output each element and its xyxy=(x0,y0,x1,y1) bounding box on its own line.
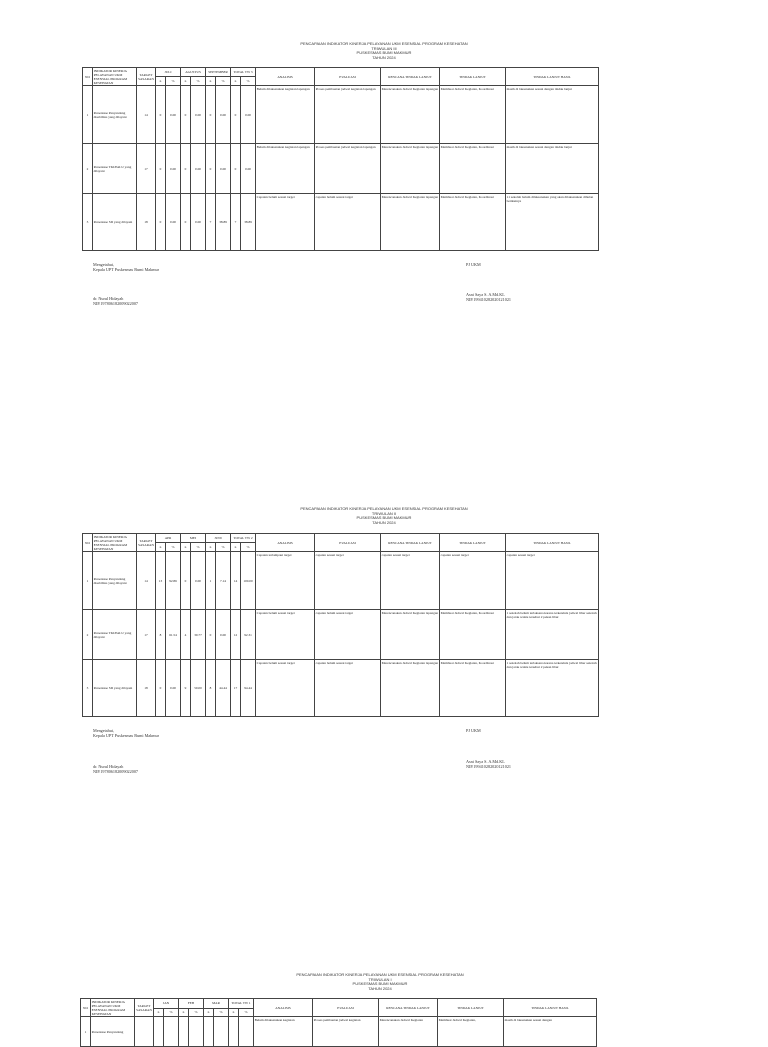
cell-value xyxy=(179,1017,189,1047)
signature-right-name xyxy=(466,292,511,302)
cell-plan: Merencanakan Jadwal Kegiatan lapangan xyxy=(381,660,440,717)
sub-n: n xyxy=(206,543,216,552)
cell-value: 8 xyxy=(156,610,166,660)
cell-value: 94.44 xyxy=(241,660,256,717)
sub-pct: % xyxy=(216,77,231,86)
cell-value: 0 xyxy=(206,86,216,144)
sub-n: n xyxy=(156,77,166,86)
signature-right-name xyxy=(466,759,511,769)
signature-left-name xyxy=(93,296,138,306)
cell-result: masih di laksanakan sesuai dengan tindak lanjut xyxy=(506,86,599,144)
signature-right xyxy=(466,728,481,733)
cell-indicator: Persentase SD yang dilayani xyxy=(93,194,137,251)
cell-value: 0.00 xyxy=(166,660,181,717)
title-line: TRIWULAN III xyxy=(371,45,397,51)
cell-target: 14 xyxy=(137,86,156,144)
col-indicator: INDIKATOR KINERJA PELAYANAN UKM ESENSIAL PROGRAM KESEHATAN xyxy=(91,999,135,1017)
cell-value: 0 xyxy=(156,194,166,251)
col-indicator: INDIKATOR KINERJA PELAYANAN UKM ESENSIAL PROGRAM KESEHATAN xyxy=(93,534,137,552)
cell-indicator: Persentase TKI/PALU yang dilayani xyxy=(93,144,137,194)
table-row xyxy=(81,1017,597,1047)
cell-value: 38.89 xyxy=(241,194,256,251)
col-plan: RENCANA TINDAK LANJUT xyxy=(381,68,440,86)
title-line: TAHUN 2024 xyxy=(372,54,396,60)
signature-right xyxy=(466,262,481,267)
cell-no: 1 xyxy=(83,552,93,610)
cell-evaluation: capaian belum sesuai target xyxy=(315,610,381,660)
cell-followup: Membuat Jadwal Kegiatan, Koordinasi xyxy=(440,610,506,660)
sig-line: Mengetahui, xyxy=(93,262,115,267)
sig-nip: NIP.199410282020121021 xyxy=(466,764,512,770)
cell-analysis: Belum dilaksanakan kegiatan lapangan xyxy=(256,144,315,194)
col-result: TINDAK LANJUT HASIL xyxy=(506,534,599,552)
cell-no: 1 xyxy=(83,86,93,144)
col-no: NO xyxy=(83,534,93,552)
cell-value xyxy=(229,1017,239,1047)
cell-result: 1 sekolah belum terlaksana karena terkendala jadwal libur sekolah dan jarak waktu tersebut 2 pekan libur xyxy=(506,610,599,660)
title-line: TAHUN 2024 xyxy=(368,985,392,991)
cell-value: 92.31 xyxy=(241,610,256,660)
title-line: PUSKESMAS BUMI MAKMUR xyxy=(352,981,408,986)
cell-evaluation: Proses pembuatan jadwal kegiatan lapangan xyxy=(315,144,381,194)
cell-target: 18 xyxy=(137,660,156,717)
cell-evaluation: Proses pembuatan jadwal kegiatan xyxy=(313,1017,379,1047)
cell-result: masih di laksanakan sesuai dengan tindak lanjut xyxy=(506,144,599,194)
cell-no: 1 xyxy=(81,1017,91,1047)
cell-value: 0.00 xyxy=(216,86,231,144)
indicator-table xyxy=(80,998,597,1047)
col-followup: TINDAK LANJUT xyxy=(438,999,504,1017)
cell-value: 30.77 xyxy=(191,610,206,660)
cell-value: 38.89 xyxy=(216,194,231,251)
sub-n: n xyxy=(229,1008,239,1017)
col-month: APR xyxy=(156,534,181,543)
sub-pct: % xyxy=(191,77,206,86)
col-analysis: ANALISIS xyxy=(254,999,313,1017)
cell-evaluation: Proses pembuatan jadwal kegiatan lapangan xyxy=(315,86,381,144)
cell-value xyxy=(164,1017,179,1047)
cell-plan: capaian sesuai target xyxy=(381,552,440,610)
col-target: TARGET SASARAN xyxy=(137,68,156,86)
sub-pct: % xyxy=(214,1008,229,1017)
cell-value: 0.00 xyxy=(166,86,181,144)
cell-analysis: Capaian terlampaui target xyxy=(256,552,315,610)
title-line: TRIWULAN II xyxy=(371,510,397,516)
col-total: TOTAL TW 1 xyxy=(229,999,254,1009)
col-followup: TINDAK LANJUT xyxy=(440,68,506,86)
cell-value: 0.00 xyxy=(241,86,256,144)
title-line: PUSKESMAS BUMI MAKMUR xyxy=(356,50,412,55)
cell-indicator: Persentase SD yang dilayani xyxy=(93,660,137,717)
sub-pct: % xyxy=(164,1008,179,1017)
cell-followup: capaian sesuai target xyxy=(440,552,506,610)
col-total: TOTAL TW 2 xyxy=(231,534,256,543)
col-followup: TINDAK LANJUT xyxy=(440,534,506,552)
col-plan: RENCANA TINDAK LANJUT xyxy=(379,999,438,1017)
col-result: TINDAK LANJUT HASIL xyxy=(506,68,599,86)
col-month: SEPTEMBER xyxy=(206,68,231,77)
sig-title: PJ UKM xyxy=(466,728,481,733)
col-no: NO xyxy=(81,999,91,1017)
cell-plan: Merencanakan Jadwal Kegiatan lapangan xyxy=(381,86,440,144)
cell-target: 14 xyxy=(137,552,156,610)
cell-value: 7 xyxy=(206,194,216,251)
cell-value: 0.00 xyxy=(241,144,256,194)
cell-value xyxy=(154,1017,164,1047)
cell-result: capaian sesuai target xyxy=(506,552,599,610)
signature-left-name xyxy=(93,764,138,774)
cell-value: 0 xyxy=(181,144,191,194)
title-line: PENCAPAIAN INDIKATOR KINERJA PELAYANAN UKM ESENSIAL PROGRAM KESEHATAN xyxy=(300,41,468,46)
sig-name: Asni Saya S. A.Md.KL xyxy=(466,292,505,297)
sub-n: n xyxy=(154,1008,164,1017)
col-month: JUNI xyxy=(206,534,231,543)
table-row xyxy=(83,86,599,144)
cell-value: 8 xyxy=(206,660,216,717)
cell-followup: Membuat Jadwal Kegiatan, Koordinasi xyxy=(440,144,506,194)
col-analysis: ANALISIS xyxy=(256,534,315,552)
signature-left xyxy=(93,728,159,738)
cell-value: 44.44 xyxy=(216,660,231,717)
cell-value: 14 xyxy=(231,552,241,610)
cell-indicator: Persentase Penyandang disabilitas yang dilayani xyxy=(93,552,137,610)
signature-left xyxy=(93,262,159,272)
col-month: FEB xyxy=(179,999,204,1009)
cell-analysis: Belum dilaksanakan kegiatan lapangan xyxy=(256,86,315,144)
col-result: TINDAK LANJUT HASIL xyxy=(504,999,597,1017)
cell-value: 0.00 xyxy=(191,86,206,144)
cell-evaluation: capaian belum sesuai target xyxy=(315,194,381,251)
sub-pct: % xyxy=(241,77,256,86)
cell-value: 0.00 xyxy=(216,144,231,194)
cell-followup: Membuat Jadwal Kegiatan, Koordinasi xyxy=(440,660,506,717)
cell-evaluation: capaian belum sesuai target xyxy=(315,660,381,717)
cell-value xyxy=(189,1017,204,1047)
col-month: MAR xyxy=(204,999,229,1009)
sub-pct: % xyxy=(166,77,181,86)
table-row xyxy=(83,660,599,717)
sub-pct: % xyxy=(216,543,231,552)
table-row xyxy=(83,610,599,660)
sig-nip: NIP.197806182009022007 xyxy=(93,769,139,775)
col-month: MEI xyxy=(181,534,206,543)
col-target: TARGET SASARAN xyxy=(137,534,156,552)
cell-plan: Merencanakan Jadwal Kegiatan lapangan xyxy=(381,194,440,251)
cell-target: 18 xyxy=(137,194,156,251)
cell-value: 0.00 xyxy=(191,194,206,251)
col-evaluation: EVALUASI xyxy=(315,534,381,552)
cell-value: 92.86 xyxy=(166,552,181,610)
cell-value: 50.00 xyxy=(191,660,206,717)
cell-value: 0 xyxy=(231,86,241,144)
cell-value: 1 xyxy=(206,552,216,610)
cell-value: 0 xyxy=(231,144,241,194)
cell-result: masih di laksanakan sesuai dengan xyxy=(504,1017,597,1047)
sub-pct: % xyxy=(241,543,256,552)
sig-name: dr. Nurul Hidayah xyxy=(93,764,124,769)
cell-result: 1 sekolah belum terlaksana karena terkendala jadwal libur sekolah dan jarak waktu tersebut 2 pekan libur xyxy=(506,660,599,717)
cell-no: 3 xyxy=(83,660,93,717)
report-title xyxy=(0,42,768,60)
cell-value: 0 xyxy=(181,86,191,144)
sub-n: n xyxy=(231,77,241,86)
cell-analysis: Capaian belum sesuai target xyxy=(256,610,315,660)
cell-value: 0 xyxy=(181,194,191,251)
cell-followup: Membuat Jadwal Kegiatan, Koordinasi xyxy=(440,86,506,144)
sig-line: Kepala UPT Puskesmas Bumi Makmur xyxy=(93,267,159,273)
sig-title: PJ UKM xyxy=(466,262,481,267)
col-month: JAN xyxy=(154,999,179,1009)
cell-indicator: Persentase TKI/PALU yang dilayani xyxy=(93,610,137,660)
cell-value: 0.00 xyxy=(166,194,181,251)
cell-followup: Membuat Jadwal Kegiatan, Koordinasi xyxy=(440,194,506,251)
cell-value: 17 xyxy=(231,660,241,717)
cell-followup: Membuat Jadwal Kegiatan, xyxy=(438,1017,504,1047)
report-title xyxy=(0,507,768,525)
cell-value: 0.00 xyxy=(191,552,206,610)
cell-plan: Merencanakan Jadwal Kegiatan lapangan xyxy=(381,610,440,660)
cell-no: 3 xyxy=(83,194,93,251)
cell-value: 0 xyxy=(206,610,216,660)
title-line: TRIWULAN I xyxy=(368,976,392,982)
cell-value: 0.00 xyxy=(166,144,181,194)
cell-analysis: Belum dilaksanakan kegiatan xyxy=(254,1017,313,1047)
cell-value: 0 xyxy=(206,144,216,194)
cell-value xyxy=(204,1017,214,1047)
cell-target: 17 xyxy=(137,610,156,660)
cell-analysis: Capaian belum sesuai target xyxy=(256,660,315,717)
sub-n: n xyxy=(204,1008,214,1017)
cell-evaluation: capaian sesuai target xyxy=(315,552,381,610)
sub-n: n xyxy=(181,543,191,552)
title-line: TAHUN 2024 xyxy=(372,519,396,525)
col-plan: RENCANA TINDAK LANJUT xyxy=(381,534,440,552)
sub-n: n xyxy=(206,77,216,86)
cell-value: 61.54 xyxy=(166,610,181,660)
sig-nip: NIP.199410282020121021 xyxy=(466,297,512,303)
cell-analysis: Capaian belum sesuai target xyxy=(256,194,315,251)
cell-no: 2 xyxy=(83,144,93,194)
cell-result: 11 sekolah belum dilaksanakan yang akan dilaksanakan dibulan berikutnya xyxy=(506,194,599,251)
sub-n: n xyxy=(179,1008,189,1017)
table-row xyxy=(83,144,599,194)
sub-n: n xyxy=(231,543,241,552)
indicator-table xyxy=(82,533,599,717)
sig-name: dr. Nurul Hidayah xyxy=(93,296,124,301)
cell-value: 7 xyxy=(231,194,241,251)
cell-value: 9 xyxy=(181,660,191,717)
sig-line: Kepala UPT Puskesmas Bumi Makmur xyxy=(93,733,159,739)
sub-n: n xyxy=(156,543,166,552)
col-month: AGUSTUS xyxy=(181,68,206,77)
cell-plan: Merencanakan Jadwal Kegiatan xyxy=(379,1017,438,1047)
cell-value: 0.00 xyxy=(216,610,231,660)
col-no: NO xyxy=(83,68,93,86)
cell-value: 0 xyxy=(181,552,191,610)
sub-pct: % xyxy=(189,1008,204,1017)
col-total: TOTAL TW 3 xyxy=(231,68,256,77)
title-line: PUSKESMAS BUMI MAKMUR xyxy=(356,515,412,520)
cell-target: 17 xyxy=(137,144,156,194)
cell-value: 4 xyxy=(181,610,191,660)
table-row xyxy=(83,552,599,610)
col-analysis: ANALISIS xyxy=(256,68,315,86)
cell-value xyxy=(214,1017,229,1047)
sub-pct: % xyxy=(166,543,181,552)
col-target: TARGET SASARAN xyxy=(135,999,154,1017)
cell-no: 2 xyxy=(83,610,93,660)
cell-target xyxy=(135,1017,154,1047)
cell-value: 0 xyxy=(156,86,166,144)
col-indicator: INDIKATOR KINERJA PELAYANAN UKM ESENSIAL PROGRAM KESEHATAN xyxy=(93,68,137,86)
col-evaluation: EVALUASI xyxy=(315,68,381,86)
sub-n: n xyxy=(181,77,191,86)
sig-name: Asni Saya S. A.Md.KL xyxy=(466,759,505,764)
title-line: PENCAPAIAN INDIKATOR KINERJA PELAYANAN UKM ESENSIAL PROGRAM KESEHATAN xyxy=(296,972,464,977)
cell-value: 0 xyxy=(156,144,166,194)
cell-value: 7.14 xyxy=(216,552,231,610)
report-title xyxy=(0,973,764,991)
cell-plan: Merencanakan Jadwal Kegiatan lapangan xyxy=(381,144,440,194)
cell-value: 100.00 xyxy=(241,552,256,610)
col-month: JULI xyxy=(156,68,181,77)
title-line: PENCAPAIAN INDIKATOR KINERJA PELAYANAN UKM ESENSIAL PROGRAM KESEHATAN xyxy=(300,506,468,511)
sig-line: Mengetahui, xyxy=(93,728,115,733)
indicator-table xyxy=(82,67,599,251)
cell-value xyxy=(239,1017,254,1047)
cell-value: 0.00 xyxy=(191,144,206,194)
cell-indicator: Persentase Penyandang disabilitas yang dilayani xyxy=(93,86,137,144)
col-evaluation: EVALUASI xyxy=(313,999,379,1017)
table-row xyxy=(83,194,599,251)
sub-pct: % xyxy=(191,543,206,552)
cell-value: 13 xyxy=(156,552,166,610)
cell-value: 0 xyxy=(156,660,166,717)
cell-indicator: Persentase Penyandang xyxy=(91,1017,135,1047)
sig-nip: NIP.197806182009022007 xyxy=(93,301,139,307)
cell-value: 12 xyxy=(231,610,241,660)
sub-pct: % xyxy=(239,1008,254,1017)
